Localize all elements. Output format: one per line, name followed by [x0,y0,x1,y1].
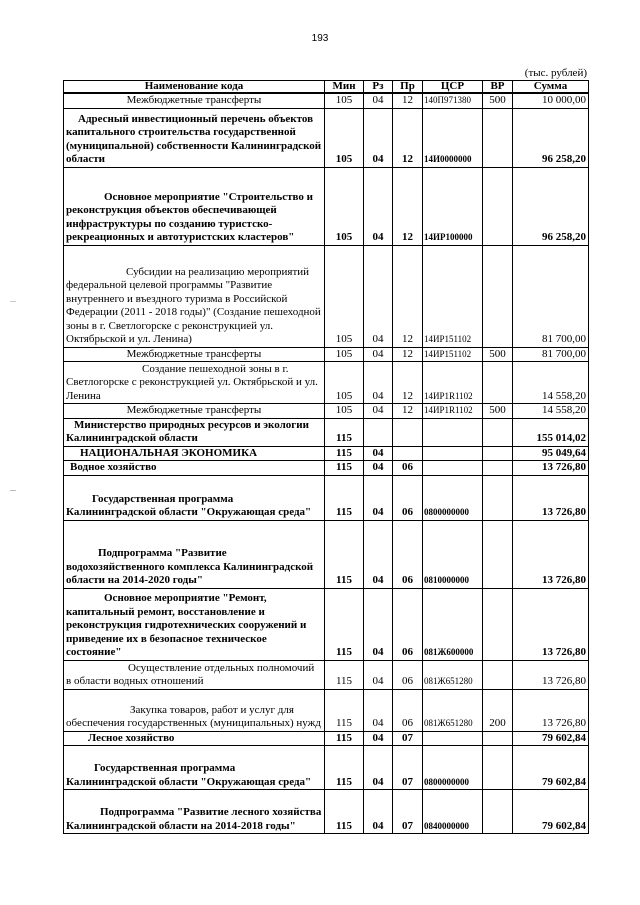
cell-pr: 07 [393,790,423,834]
cell-pr: 07 [393,731,423,746]
cell-min: 115 [325,475,364,520]
cell-vr [483,362,513,404]
cell-sum: 13 726,80 [513,461,589,476]
cell-vr: 500 [483,93,513,108]
cell-csr: 0810000000 [423,520,483,588]
cell-min: 115 [325,790,364,834]
cell-csr [423,446,483,461]
cell-rz: 04 [364,93,393,108]
table-row [64,746,589,790]
cell-name: Государственная программа Калининградской области "Окружающая среда" [64,475,325,520]
header-rz: Рз [364,81,393,94]
cell-pr: 12 [393,347,423,362]
cell-min: 115 [325,746,364,790]
cell-name: Подпрограмма "Развитие лесного хозяйства Калининградской области на 2014-2018 годы" [64,790,325,834]
cell-rz: 04 [364,245,393,347]
cell-name: Адресный инвестиционный перечень объектов капитального строительства государственной (муниципальной) собственности Калининградской области [64,108,325,167]
cell-pr: 12 [393,167,423,245]
cell-sum: 13 726,80 [513,475,589,520]
cell-sum: 14 558,20 [513,362,589,404]
page-number: 193 [311,33,329,44]
cell-min: 115 [325,418,364,446]
cell-vr [483,245,513,347]
cell-vr [483,167,513,245]
cell-name: Лесное хозяйство [64,731,325,746]
cell-vr [483,731,513,746]
cell-sum: 79 602,84 [513,790,589,834]
cell-pr: 12 [393,404,423,419]
cell-sum: 95 049,64 [513,446,589,461]
cell-vr: 500 [483,404,513,419]
cell-pr: 06 [393,588,423,660]
table-row [64,167,589,245]
cell-csr: 081Ж600000 [423,588,483,660]
table-body [64,93,589,834]
scan-artifact [10,301,16,302]
table-row [64,404,589,419]
cell-name: Министерство природных ресурсов и экологии Калининградской области [64,418,325,446]
table-row [64,362,589,404]
cell-name: Субсидии на реализацию мероприятий федеральной целевой программы "Развитие внутреннего и въездного туризма в Российской Федерации (2011 - 2018 годы)" (Создание пешеходной зоны в г. Светлогорске с реконструкцией ул. Октябрьской и ул. Ленина) [64,245,325,347]
budget-table [63,80,589,834]
cell-min: 115 [325,520,364,588]
table-row [64,689,589,731]
cell-pr: 12 [393,362,423,404]
cell-rz: 04 [364,362,393,404]
cell-csr: 14ИР1R1102 [423,404,483,419]
cell-name: Межбюджетные трансферты [64,347,325,362]
cell-csr: 14ИР100000 [423,167,483,245]
cell-min: 115 [325,731,364,746]
table-header-row [64,81,589,94]
cell-sum: 81 700,00 [513,245,589,347]
cell-sum: 96 258,20 [513,108,589,167]
cell-rz: 04 [364,790,393,834]
cell-min: 115 [325,461,364,476]
cell-vr [483,461,513,476]
cell-vr [483,108,513,167]
cell-min: 115 [325,689,364,731]
cell-vr [483,790,513,834]
header-sum: Сумма [513,81,589,94]
cell-csr [423,461,483,476]
cell-vr [483,746,513,790]
table-row [64,108,589,167]
units-label: (тыс. рублей) [524,67,587,79]
cell-rz: 04 [364,404,393,419]
cell-sum: 13 726,80 [513,689,589,731]
table-row [64,790,589,834]
cell-pr: 06 [393,461,423,476]
cell-vr: 200 [483,689,513,731]
table-row [64,475,589,520]
cell-name: Основное мероприятие "Строительство и реконструкция объектов обеспечивающей инфраструктуры по созданию туристско-рекреационных и автотуристских кластеров" [64,167,325,245]
cell-vr: 500 [483,347,513,362]
cell-csr: 14ИР151102 [423,245,483,347]
cell-min: 105 [325,362,364,404]
cell-sum: 96 258,20 [513,167,589,245]
header-vr: ВР [483,81,513,94]
table-row [64,588,589,660]
cell-pr: 06 [393,520,423,588]
cell-rz: 04 [364,731,393,746]
cell-min: 105 [325,167,364,245]
cell-pr: 06 [393,475,423,520]
cell-rz: 04 [364,520,393,588]
cell-min: 105 [325,108,364,167]
cell-csr: 0800000000 [423,746,483,790]
cell-csr: 14ИР1R1102 [423,362,483,404]
cell-sum: 10 000,00 [513,93,589,108]
cell-sum: 13 726,80 [513,660,589,689]
cell-min: 115 [325,446,364,461]
cell-vr [483,520,513,588]
cell-rz: 04 [364,689,393,731]
cell-min: 115 [325,660,364,689]
cell-min: 105 [325,93,364,108]
header-min: Мин [325,81,364,94]
cell-min: 105 [325,347,364,362]
table-row [64,418,589,446]
header-pr: Пр [393,81,423,94]
cell-csr: 14И0000000 [423,108,483,167]
cell-csr: 081Ж651280 [423,689,483,731]
cell-name: Водное хозяйство [64,461,325,476]
cell-rz: 04 [364,660,393,689]
cell-name: Закупка товаров, работ и услуг для обеспечения государственных (муниципальных) нужд [64,689,325,731]
table-row [64,245,589,347]
table-row [64,731,589,746]
cell-rz: 04 [364,475,393,520]
cell-csr [423,731,483,746]
cell-csr: 14ИР151102 [423,347,483,362]
cell-vr [483,588,513,660]
cell-name: Создание пешеходной зоны в г. Светлогорске с реконструкцией ул. Октябрьской и ул. Ленина [64,362,325,404]
cell-sum: 79 602,84 [513,746,589,790]
cell-csr: 081Ж651280 [423,660,483,689]
cell-rz: 04 [364,108,393,167]
cell-rz: 04 [364,746,393,790]
cell-sum: 155 014,02 [513,418,589,446]
cell-vr [483,475,513,520]
cell-rz: 04 [364,588,393,660]
cell-vr [483,660,513,689]
cell-vr [483,418,513,446]
cell-min: 105 [325,404,364,419]
header-csr: ЦСР [423,81,483,94]
cell-name: Подпрограмма "Развитие водохозяйственного комплекса Калининградской области на 2014-2020 годы" [64,520,325,588]
cell-pr: 12 [393,93,423,108]
table-row [64,461,589,476]
cell-name: Осуществление отдельных полномочий в области водных отношений [64,660,325,689]
cell-min: 115 [325,588,364,660]
cell-pr [393,418,423,446]
cell-sum: 79 602,84 [513,731,589,746]
cell-min: 105 [325,245,364,347]
table-row [64,93,589,108]
table-row [64,520,589,588]
cell-pr: 06 [393,660,423,689]
table-row [64,660,589,689]
cell-name: Основное мероприятие "Ремонт, капитальный ремонт, восстановление и реконструкция гидротехнических сооружений и приведение их в безопасное техническое состояние" [64,588,325,660]
cell-name: Государственная программа Калининградской области "Окружающая среда" [64,746,325,790]
cell-name: НАЦИОНАЛЬНАЯ ЭКОНОМИКА [64,446,325,461]
cell-rz [364,418,393,446]
cell-csr: 0840000000 [423,790,483,834]
cell-sum: 81 700,00 [513,347,589,362]
table-row [64,446,589,461]
cell-pr [393,446,423,461]
cell-csr [423,418,483,446]
cell-pr: 12 [393,245,423,347]
cell-name: Межбюджетные трансферты [64,404,325,419]
cell-pr: 06 [393,689,423,731]
cell-pr: 07 [393,746,423,790]
cell-rz: 04 [364,167,393,245]
cell-sum: 13 726,80 [513,588,589,660]
cell-rz: 04 [364,347,393,362]
cell-rz: 04 [364,461,393,476]
scan-artifact [10,490,16,491]
cell-sum: 14 558,20 [513,404,589,419]
cell-sum: 13 726,80 [513,520,589,588]
cell-name: Межбюджетные трансферты [64,93,325,108]
table-row [64,347,589,362]
cell-vr [483,446,513,461]
cell-rz: 04 [364,446,393,461]
cell-csr: 140П971380 [423,93,483,108]
header-name: Наименование кода [64,81,325,94]
cell-pr: 12 [393,108,423,167]
cell-csr: 0800000000 [423,475,483,520]
